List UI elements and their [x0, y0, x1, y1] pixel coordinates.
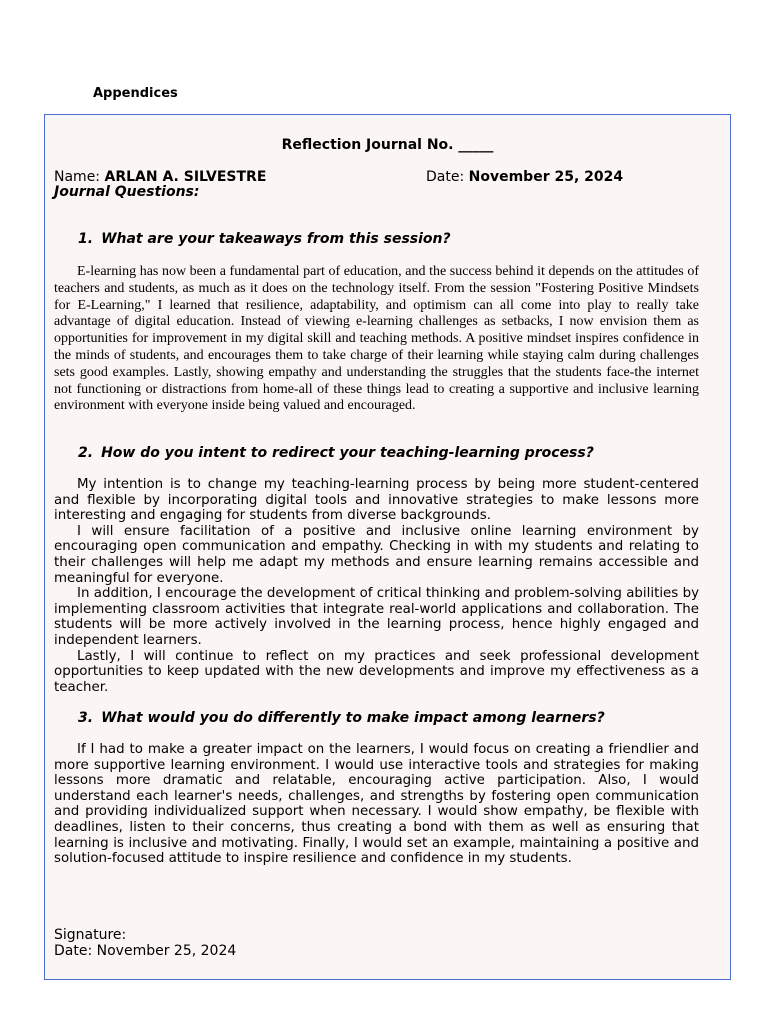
answer-2	[54, 477, 699, 695]
date-label: Date:	[426, 169, 465, 185]
answer-paragraph: If I had to make a greater impact on the learners, I would focus on creating a friendlier and more supportive learning environment. I would use interactive tools and strategies for making lessons more dramatic and relatable, encouraging active participation. Also, I would understand each learner's needs, challenges, and strengths by fostering open communication and providing individualized support when necessary. I would show empathy, be flexible with deadlines, listen to their concerns, thus creating a bond with them as well as ensuring that learning is inclusive and motivating. Finally, I would set an example, maintaining a positive and solution-focused attitude to inspire resilience and confidence in my students.	[54, 742, 699, 867]
name-line	[54, 169, 266, 185]
answer-paragraph: I will ensure facilitation of a positive and inclusive online learning environment by encouraging open communication and empathy. Checking in with my students and relating to their challenges will help me adapt my methods and ensure learning remains accessible and meaningful for everyone.	[54, 523, 699, 586]
signature-date-value: November 25, 2024	[96, 943, 237, 959]
question-2	[78, 445, 594, 461]
date-value: November 25, 2024	[468, 169, 624, 185]
journal-title: Reflection Journal No. _____	[281, 137, 494, 153]
question-text: What are your takeaways from this session?	[101, 231, 451, 247]
answer-3	[54, 742, 699, 867]
question-text: How do you intent to redirect your teaching-learning process?	[101, 445, 594, 461]
reflection-journal	[44, 114, 731, 980]
question-1	[78, 231, 451, 247]
appendix-label: Appendices	[93, 86, 178, 101]
signature-line	[54, 927, 126, 943]
answer-paragraph: E-learning has now been a fundamental part of education, and the success behind it depends on the attitudes of teachers and students, as much as it does on the technology itself. From the session "Fostering Positive Mindsets for E-Learning," I learned that resilience, adaptability, and optimism can all come into play to really take advantage of digital education. Instead of viewing e-learning challenges as setbacks, I now envision them as opportunities for improvement in my digital skill and teaching methods. A positive mindset inspires confidence in the minds of students, and encourages them to take charge of their learning while staying calm during challenges sets good examples. Lastly, showing empathy and understanding the struggles that the students face-the internet not functioning or distractions from home-all of these things lead to creating a supportive and inclusive learning environment with everyone inside being valued and encouraged.	[54, 264, 699, 414]
signature-date-label: Date:	[54, 943, 93, 959]
answer-paragraph: In addition, I encourage the development of critical thinking and problem-solving abilities by implementing classroom activities that integrate real-world applications and collaboration. The students will be more actively involved in the learning process, hence highly engaged and independent learners.	[54, 586, 699, 648]
question-number: 3.	[78, 710, 94, 726]
name-label: Name:	[54, 169, 101, 185]
question-text: What would you do differently to make impact among learners?	[101, 710, 605, 726]
question-number: 1.	[78, 231, 94, 247]
signature-label: Signature:	[54, 927, 127, 943]
name-value: ARLAN A. SILVESTRE	[104, 169, 267, 185]
answer-1	[54, 264, 699, 415]
answer-paragraph: My intention is to change my teaching-learning process by being more student-centered and flexible by incorporating digital tools and innovative strategies to make lessons more interesting and engaging for students from diverse backgrounds.	[54, 477, 699, 524]
signature-date-line	[54, 943, 236, 959]
question-number: 2.	[78, 445, 94, 461]
date-line	[426, 169, 623, 185]
journal-questions-heading: Journal Questions:	[54, 184, 200, 200]
answer-paragraph: Lastly, I will continue to reflect on my practices and seek professional development opportunities to keep updated with the new developments and improve my effectiveness as a teacher.	[54, 648, 699, 695]
question-3	[78, 710, 605, 726]
